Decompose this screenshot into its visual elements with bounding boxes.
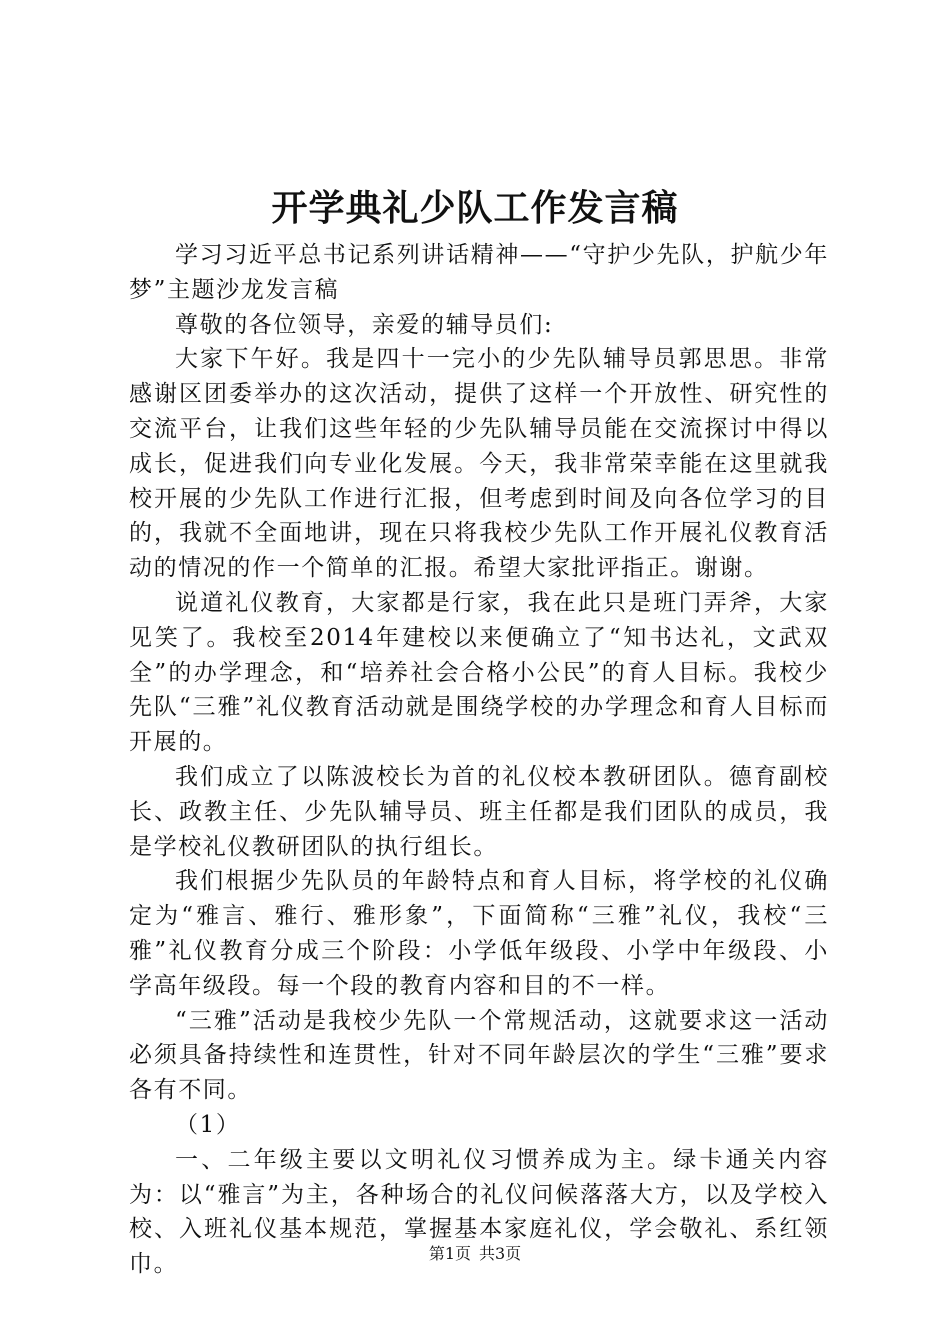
paragraph-three-elegance-stages: 我们根据少先队员的年龄特点和育人目标，将学校的礼仪确定为“雅言、雅行、雅形象”，下面简称“三雅”礼仪，我校“三雅”礼仪教育分成三个阶段：小学低年级段、小学中年级段、小学高年级段。每一个段的教育内容和目的不一样。 [129, 868, 829, 999]
document-body [129, 238, 829, 1282]
paragraph-item-number: （1） [175, 1111, 241, 1138]
page-total: 共3页 [479, 1244, 522, 1263]
page-number: 第1页 [428, 1244, 471, 1263]
paragraph-salutation: 尊敬的各位领导，亲爱的辅导员们: [175, 311, 554, 338]
page-footer [0, 1243, 950, 1265]
paragraph-subtitle: 学习习近平总书记系列讲话精神——“守护少先队，护航少年梦”主题沙龙发言稿 [129, 242, 829, 303]
document-title: 开学典礼少队工作发言稿 [271, 187, 679, 229]
paragraph-etiquette-education: 说道礼仪教育，大家都是行家，我在此只是班门弄斧，大家见笑了。我校至2014年建校以来便确立了“知书达礼，文武双全”的办学理念，和“培养社会合格小公民”的育人目标。我校少先队“三雅”礼仪教育活动就是围绕学校的办学理念和育人目标而开展的。 [129, 589, 829, 756]
paragraph-introduction: 大家下午好。我是四十一完小的少先队辅导员郭思思。非常感谢区团委举办的这次活动，提供了这样一个开放性、研究性的交流平台，让我们这些年轻的少先队辅导员能在交流探讨中得以成长，促进我们向专业化发展。今天，我非常荣幸能在这里就我校开展的少先队工作进行汇报，但考虑到时间及向各位学习的目的，我就不全面地讲，现在只将我校少先队工作开展礼仪教育活动的情况的作一个简单的汇报。希望大家批评指正。谢谢。 [129, 346, 829, 582]
paragraph-routine-activity: “三雅”活动是我校少先队一个常规活动，这就要求这一活动必须具备持续性和连贯性，针对不同年龄层次的学生“三雅”要求各有不同。 [129, 1007, 829, 1104]
paragraph-grade-one-two: 一、二年级主要以文明礼仪习惯养成为主。绿卡通关内容为：以“雅言”为主，各种场合的礼仪问候落落大方，以及学校入校、入班礼仪基本规范，掌握基本家庭礼仪，学会敬礼、系红领巾。 [129, 1146, 829, 1278]
paragraph-research-team: 我们成立了以陈波校长为首的礼仪校本教研团队。德育副校长、政教主任、少先队辅导员、班主任都是我们团队的成员，我是学校礼仪教研团队的执行组长。 [129, 763, 829, 860]
